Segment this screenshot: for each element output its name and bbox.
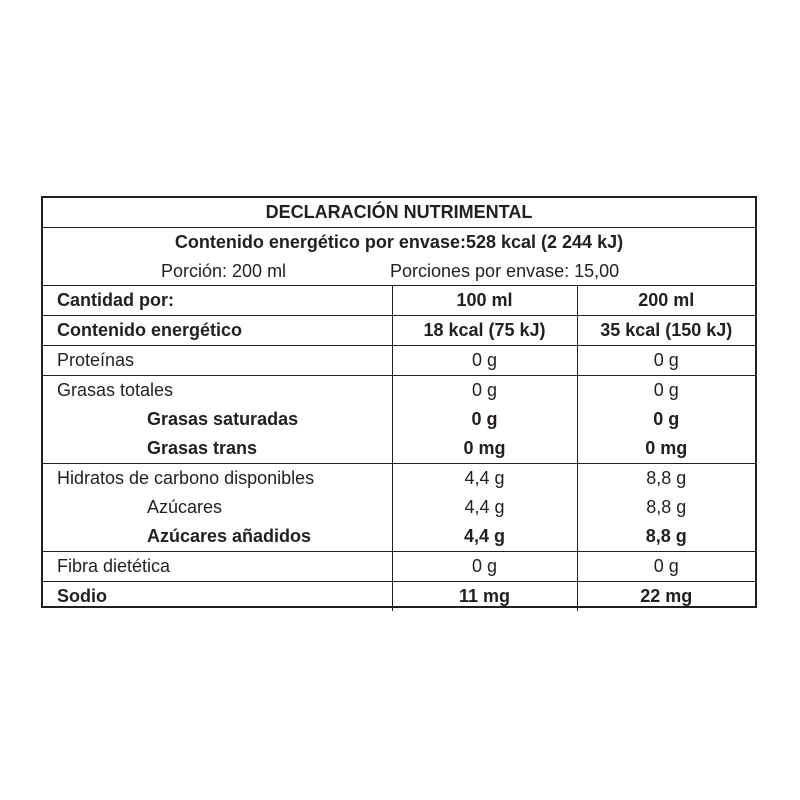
portion-info <box>43 257 755 286</box>
row-label: Hidratos de carbono disponibles <box>57 468 315 488</box>
row-value-200ml: 22 mg <box>577 582 755 612</box>
portions-per-pack: Porciones por envase: 15,00 <box>390 261 620 281</box>
row-label: Contenido energético <box>43 316 392 346</box>
row-value-100ml: 0 mg <box>392 434 577 464</box>
row-value-100ml: 4,4 g <box>392 522 577 552</box>
header-row <box>43 286 755 316</box>
energy-row <box>43 316 755 346</box>
row-value-100ml: 0 g <box>392 405 577 434</box>
row-label: Grasas totales <box>57 380 174 400</box>
row-value-100ml: 4,4 g <box>392 493 577 522</box>
row-value-200ml: 8,8 g <box>577 493 755 522</box>
row-label: Sodio <box>57 586 107 606</box>
row-value-100ml: 11 mg <box>392 582 577 612</box>
row-label: Proteínas <box>43 346 392 376</box>
row-value-100ml: 18 kcal (75 kJ) <box>392 316 577 346</box>
row-label: Fibra dietética <box>43 552 392 582</box>
table-row <box>43 464 755 494</box>
row-value-100ml: 0 g <box>392 376 577 406</box>
row-label: Azúcares <box>147 497 223 517</box>
row-value-200ml: 0 mg <box>577 434 755 464</box>
nutrition-label <box>41 196 757 608</box>
row-label: Grasas saturadas <box>147 409 299 429</box>
row-value-200ml: 8,8 g <box>577 522 755 552</box>
label-title: DECLARACIÓN NUTRIMENTAL <box>43 198 755 228</box>
row-value-200ml: 0 g <box>577 552 755 582</box>
row-value-100ml: 4,4 g <box>392 464 577 494</box>
header-label: Cantidad por: <box>43 286 392 316</box>
table-row <box>43 493 755 522</box>
row-value-200ml: 0 g <box>577 405 755 434</box>
row-label: Grasas trans <box>43 434 392 464</box>
header-col-100ml: 100 ml <box>392 286 577 316</box>
row-value-100ml: 0 g <box>392 346 577 376</box>
table-row <box>43 405 755 434</box>
header-col-200ml: 200 ml <box>577 286 755 316</box>
table-row <box>43 434 755 464</box>
row-label: Azúcares añadidos <box>43 522 392 552</box>
row-value-200ml: 35 kcal (150 kJ) <box>577 316 755 346</box>
row-value-200ml: 8,8 g <box>577 464 755 494</box>
portion-size: Porción: 200 ml <box>161 261 287 281</box>
energy-per-pack: Contenido energético por envase:528 kcal (2 244 kJ) <box>174 232 624 252</box>
row-value-200ml: 0 g <box>577 346 755 376</box>
table-row <box>43 376 755 406</box>
row-value-100ml: 0 g <box>392 552 577 582</box>
nutrition-table <box>43 286 755 611</box>
row-value-200ml: 0 g <box>577 376 755 406</box>
table-row <box>43 552 755 582</box>
table-row <box>43 346 755 376</box>
table-row <box>43 582 755 612</box>
table-row <box>43 522 755 552</box>
